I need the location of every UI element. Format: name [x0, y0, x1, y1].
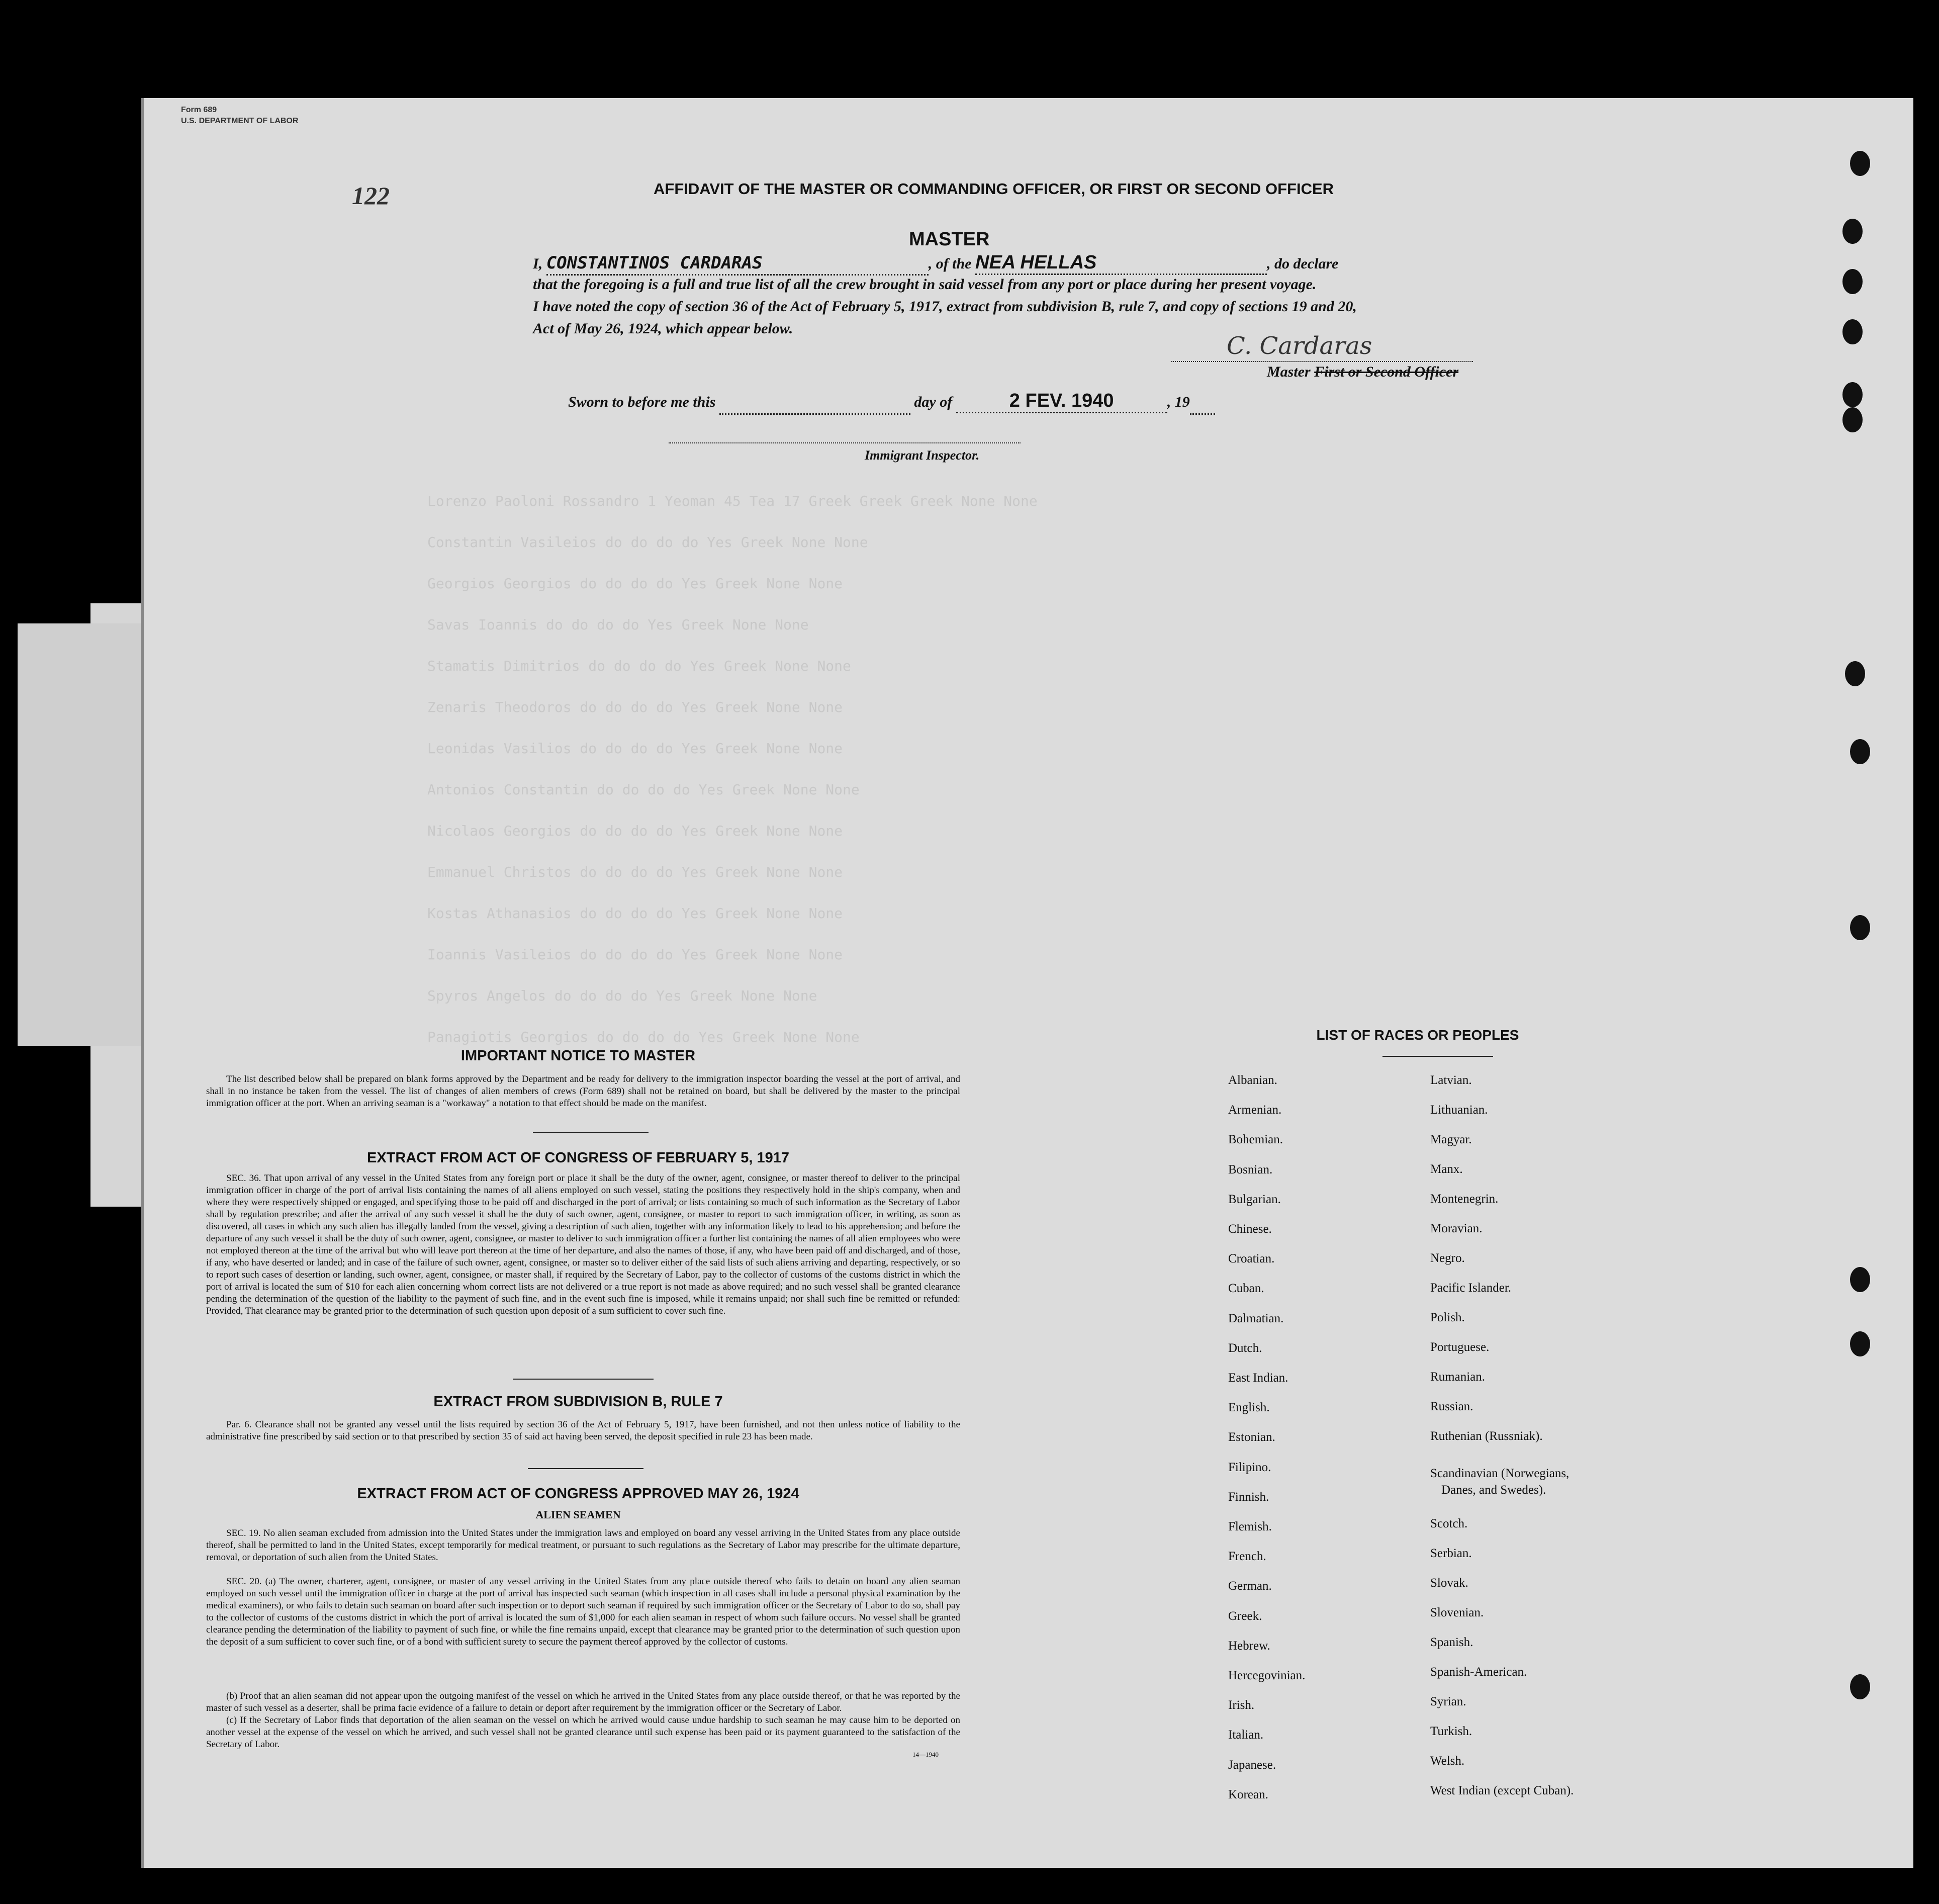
race-item: Syrian.: [1430, 1695, 1466, 1708]
race-item: East Indian.: [1228, 1371, 1288, 1385]
race-item: Chinese.: [1228, 1222, 1272, 1236]
race-item: Spanish-American.: [1430, 1665, 1527, 1679]
race-item: Portuguese.: [1430, 1340, 1490, 1354]
backing-page-tab: [18, 623, 148, 1046]
sworn-line: [533, 390, 1215, 415]
divider: [528, 1468, 643, 1469]
handwritten-page-number: 122: [352, 182, 390, 210]
races-heading: LIST OF RACES OR PEOPLES: [1316, 1027, 1519, 1043]
rank-stamp: MASTER: [909, 229, 990, 250]
race-item: Scotch.: [1430, 1517, 1468, 1530]
race-item: Latvian.: [1430, 1073, 1472, 1087]
race-item: Albanian.: [1228, 1073, 1277, 1087]
sec19-text: SEC. 19. No alien seaman excluded from admission into the United States under the immigration laws and employed on board any vessel arriving in the United States from any place outside thereof, shall be permitted to land in the United States, except temporarily for medical treatment, or pursuant to such regulations as the Secretary of Labor may prescribe for the ultimate departure, removal, or deportation of such alien from the United States.: [206, 1528, 960, 1563]
race-item: Bulgarian.: [1228, 1192, 1281, 1206]
race-item: Lithuanian.: [1430, 1103, 1488, 1117]
notice-text: The list described below shall be prepared on blank forms approved by the Department and be ready for delivery to the immigration inspector boarding the vessel at the port of arrival, and shall in no instance be taken from the vessel. The list of changes of alien members of crews (Form 689) shall not be retained on board, but shall be delivered by the master to the principal immigration officer at the port. When an arriving seaman is a "workaway" a notation to that effect should be made on the manifest.: [206, 1074, 960, 1109]
notice-heading: IMPORTANT NOTICE TO MASTER: [460, 1048, 696, 1064]
race-item: Japanese.: [1228, 1758, 1276, 1772]
rule7-text: Par. 6. Clearance shall not be granted any vessel until the lists required by section 36 of the Act of February 5, 1917, have been furnished, and not then unless notice of liability to the administrative fine prescribed by said section or to that prescribed by section 35 of said act having been served, the deposit specified in rule 23 has been made.: [206, 1419, 960, 1442]
race-item: Armenian.: [1228, 1103, 1282, 1117]
footer-code: 14—1940: [912, 1751, 939, 1758]
race-item: Irish.: [1228, 1698, 1255, 1712]
sworn-day-blank: [719, 391, 910, 415]
vessel-name: NEA HELLAS: [975, 251, 1267, 275]
sec20a-text: SEC. 20. (a) The owner, charterer, agent, consignee, or master of any vessel arriving in the United States from any place outside thereof who fails to detain on board any alien seaman employed on such vessel until the immigration officer in charge at the port of arrival has inspected such seaman (which inspection in all cases shall include a personal physical examination by the medical examiners), or who fails to detain such seaman on board after such inspection or to deport such seaman if required by such immigration officer or the Secretary of Labor to do so, shall pay to the collector of customs of the customs district in which the port of arrival is located the sum of $1,000 for each alien seaman in respect of whom such failure occurs. No vessel shall be granted clearance pending the determination of the liability to payment of such fine, or while the fine remains unpaid, except that clearance may be granted prior to the determination of such question upon the deposit of a sum sufficient to cover such fine, or of a bond with sufficient surety to secure the payment thereof approved by the collector of customs.: [206, 1576, 960, 1647]
extract-1924-heading: EXTRACT FROM ACT OF CONGRESS APPROVED MAY 26, 1924: [357, 1486, 799, 1502]
affidavit-title: AFFIDAVIT OF THE MASTER OR COMMANDING OFFICER, OR FIRST OR SECOND OFFICER: [654, 180, 1334, 198]
declaration-line-2: that the foregoing is a full and true list of all the crew brought in said vessel from any port or place during her present voyage.: [533, 276, 1317, 293]
race-item: Serbian.: [1430, 1547, 1472, 1560]
race-item: Bohemian.: [1228, 1133, 1283, 1147]
rule7-heading: EXTRACT FROM SUBDIVISION B, RULE 7: [433, 1394, 723, 1410]
declaration-line-4: Act of May 26, 1924, which appear below.: [533, 320, 793, 337]
inspector-label: Immigrant Inspector.: [865, 448, 980, 463]
race-item: Russian.: [1430, 1400, 1473, 1413]
race-item: Flemish.: [1228, 1520, 1272, 1533]
master-signature: C. Cardaras: [1227, 332, 1372, 360]
race-item: Finnish.: [1228, 1490, 1269, 1504]
day-of-label: day of: [914, 394, 953, 410]
race-item: Turkish.: [1430, 1725, 1472, 1738]
race-item: English.: [1228, 1401, 1270, 1415]
race-item: Greek.: [1228, 1609, 1262, 1623]
year-blank: [1190, 391, 1215, 415]
race-item: Hercegovinian.: [1228, 1669, 1306, 1682]
race-item: Ruthenian (Russniak).: [1430, 1429, 1543, 1443]
race-item: Spanish.: [1430, 1636, 1473, 1649]
extract-1917-text: SEC. 36. That upon arrival of any vessel in the United States from any foreign port or place it shall be the duty of the owner, agent, consignee, or master thereof to deliver to the principal immigration officer in charge of the port of arrival lists containing the names of all aliens employed on such vessel, stating the positions they respectively hold in the ship's company, when and where they were respectively shipped or engaged, and specifying those to be paid off and discharged in the port of arrival; or lists containing so much of such information as the Secretary of Labor shall by regulation prescribe; and after the arrival of any such vessel it shall be the duty of such owner, agent, consignee, or master to report to such immigration officer, in writing, as soon as discovered, all cases in which any such alien has illegally landed from the vessel, giving a description of such alien, together with any information likely to lead to his apprehension; and before the departure of any such vessel it shall be the duty of such owner, agent, consignee, or master to deliver to such immigration officer a further list containing the names of all alien employees who were not employed thereon at the time of the arrival but who will leave port thereon at the time of her departure, and also the names of those, if any, who have been paid off and discharged, and of those, if any, who have deserted or landed; and in case of the failure of such owner, agent, consignee, or master so to deliver either of the said lists of such aliens arriving and departing, respectively, or so to report such cases of desertion or landing, such owner, agent, consignee, or master shall, if required by the Secretary of Labor, pay to the collector of customs of the customs district in which the port of arrival is located the sum of $10 for each alien concerning whom correct lists are not delivered or a true report is not made as above required; and no such vessel shall be granted clearance pending the determination of the question of the liability to the payment of such fine, and in the event such fine is imposed, while it remains unpaid; nor shall such fine be remitted or refunded: Provided, That clearance may be granted prior to the determination of such question upon deposit of a sum sufficient to cover such fine.: [206, 1173, 960, 1316]
sec20c-text: (c) If the Secretary of Labor finds that deportation of the alien seaman on the vessel on which he arrived would cause undue hardship to such seaman he may cause him to be deported on another vessel at the expense of the vessel on which he arrived, and such vessel shall not be granted clearance until such expense has been paid or its payment guaranteed to the satisfaction of the Secretary of Labor.: [206, 1715, 960, 1750]
race-item: Cuban.: [1228, 1282, 1264, 1296]
race-item: Montenegrin.: [1430, 1192, 1499, 1206]
master-name: CONSTANTINOS CARDARAS: [546, 252, 929, 276]
race-item: Rumanian.: [1430, 1370, 1486, 1384]
divider: [533, 1132, 649, 1133]
race-item: Slovak.: [1430, 1576, 1468, 1590]
race-item: Magyar.: [1430, 1133, 1472, 1146]
race-item: Welsh.: [1430, 1754, 1465, 1768]
divider: [1382, 1056, 1493, 1057]
race-item: Dutch.: [1228, 1341, 1262, 1355]
sec20b-text: (b) Proof that an alien seaman did not appear upon the outgoing manifest of the vessel on which he arrived in the United States from any place outside thereof, or that he was reported by the master of such vessel as a deserter, shall be prima facie evidence of a failure to detain or deport after requirement by the immigration officer or the Secretary of Labor.: [206, 1691, 960, 1713]
race-item: Scandinavian (Norwegians,: [1430, 1467, 1569, 1480]
race-item: German.: [1228, 1579, 1272, 1593]
year-label: , 19: [1167, 394, 1190, 410]
form-number: Form 689: [181, 106, 217, 114]
race-item: Filipino.: [1228, 1460, 1271, 1474]
race-item: Hebrew.: [1228, 1639, 1270, 1653]
race-item: Bosnian.: [1228, 1162, 1273, 1176]
of-the-label: , of the: [928, 255, 972, 272]
race-item: Moravian.: [1430, 1222, 1483, 1235]
race-item: Pacific Islander.: [1430, 1281, 1512, 1295]
master-label: Master: [1267, 364, 1311, 380]
race-item: Polish.: [1430, 1311, 1465, 1324]
race-item: Croatian.: [1228, 1252, 1275, 1266]
race-item: French.: [1228, 1550, 1266, 1564]
struck-officer-label: First or Second Officer: [1314, 364, 1459, 380]
i-label: I,: [533, 255, 543, 272]
sworn-date: 2 FEV. 1940: [956, 390, 1167, 413]
race-item: Dalmatian.: [1228, 1311, 1284, 1325]
divider: [513, 1379, 654, 1380]
race-item: Negro.: [1430, 1251, 1465, 1265]
race-item: Italian.: [1228, 1728, 1264, 1742]
declaration-line-1: [533, 251, 1543, 276]
race-item: West Indian (except Cuban).: [1430, 1784, 1574, 1797]
department-name: U.S. DEPARTMENT OF LABOR: [181, 117, 299, 125]
extract-1917-heading: EXTRACT FROM ACT OF CONGRESS OF FEBRUARY 5, 1917: [366, 1150, 790, 1166]
race-item: Estonian.: [1228, 1430, 1275, 1444]
declaration-line-3: I have noted the copy of section 36 of the Act of February 5, 1917, extract from subdivision B, rule 7, and copy of sections 19 and 20,: [533, 298, 1357, 315]
signature-caption: [1267, 361, 1458, 383]
race-item: Manx.: [1430, 1162, 1463, 1176]
race-item: Korean.: [1228, 1787, 1268, 1801]
alien-seamen-subheading: ALIEN SEAMEN: [535, 1508, 621, 1521]
race-item: Slovenian.: [1430, 1606, 1484, 1619]
declare-label: , do declare: [1267, 255, 1339, 272]
sworn-label: Sworn to before me this: [568, 394, 716, 410]
race-item: Danes, and Swedes).: [1441, 1483, 1546, 1497]
